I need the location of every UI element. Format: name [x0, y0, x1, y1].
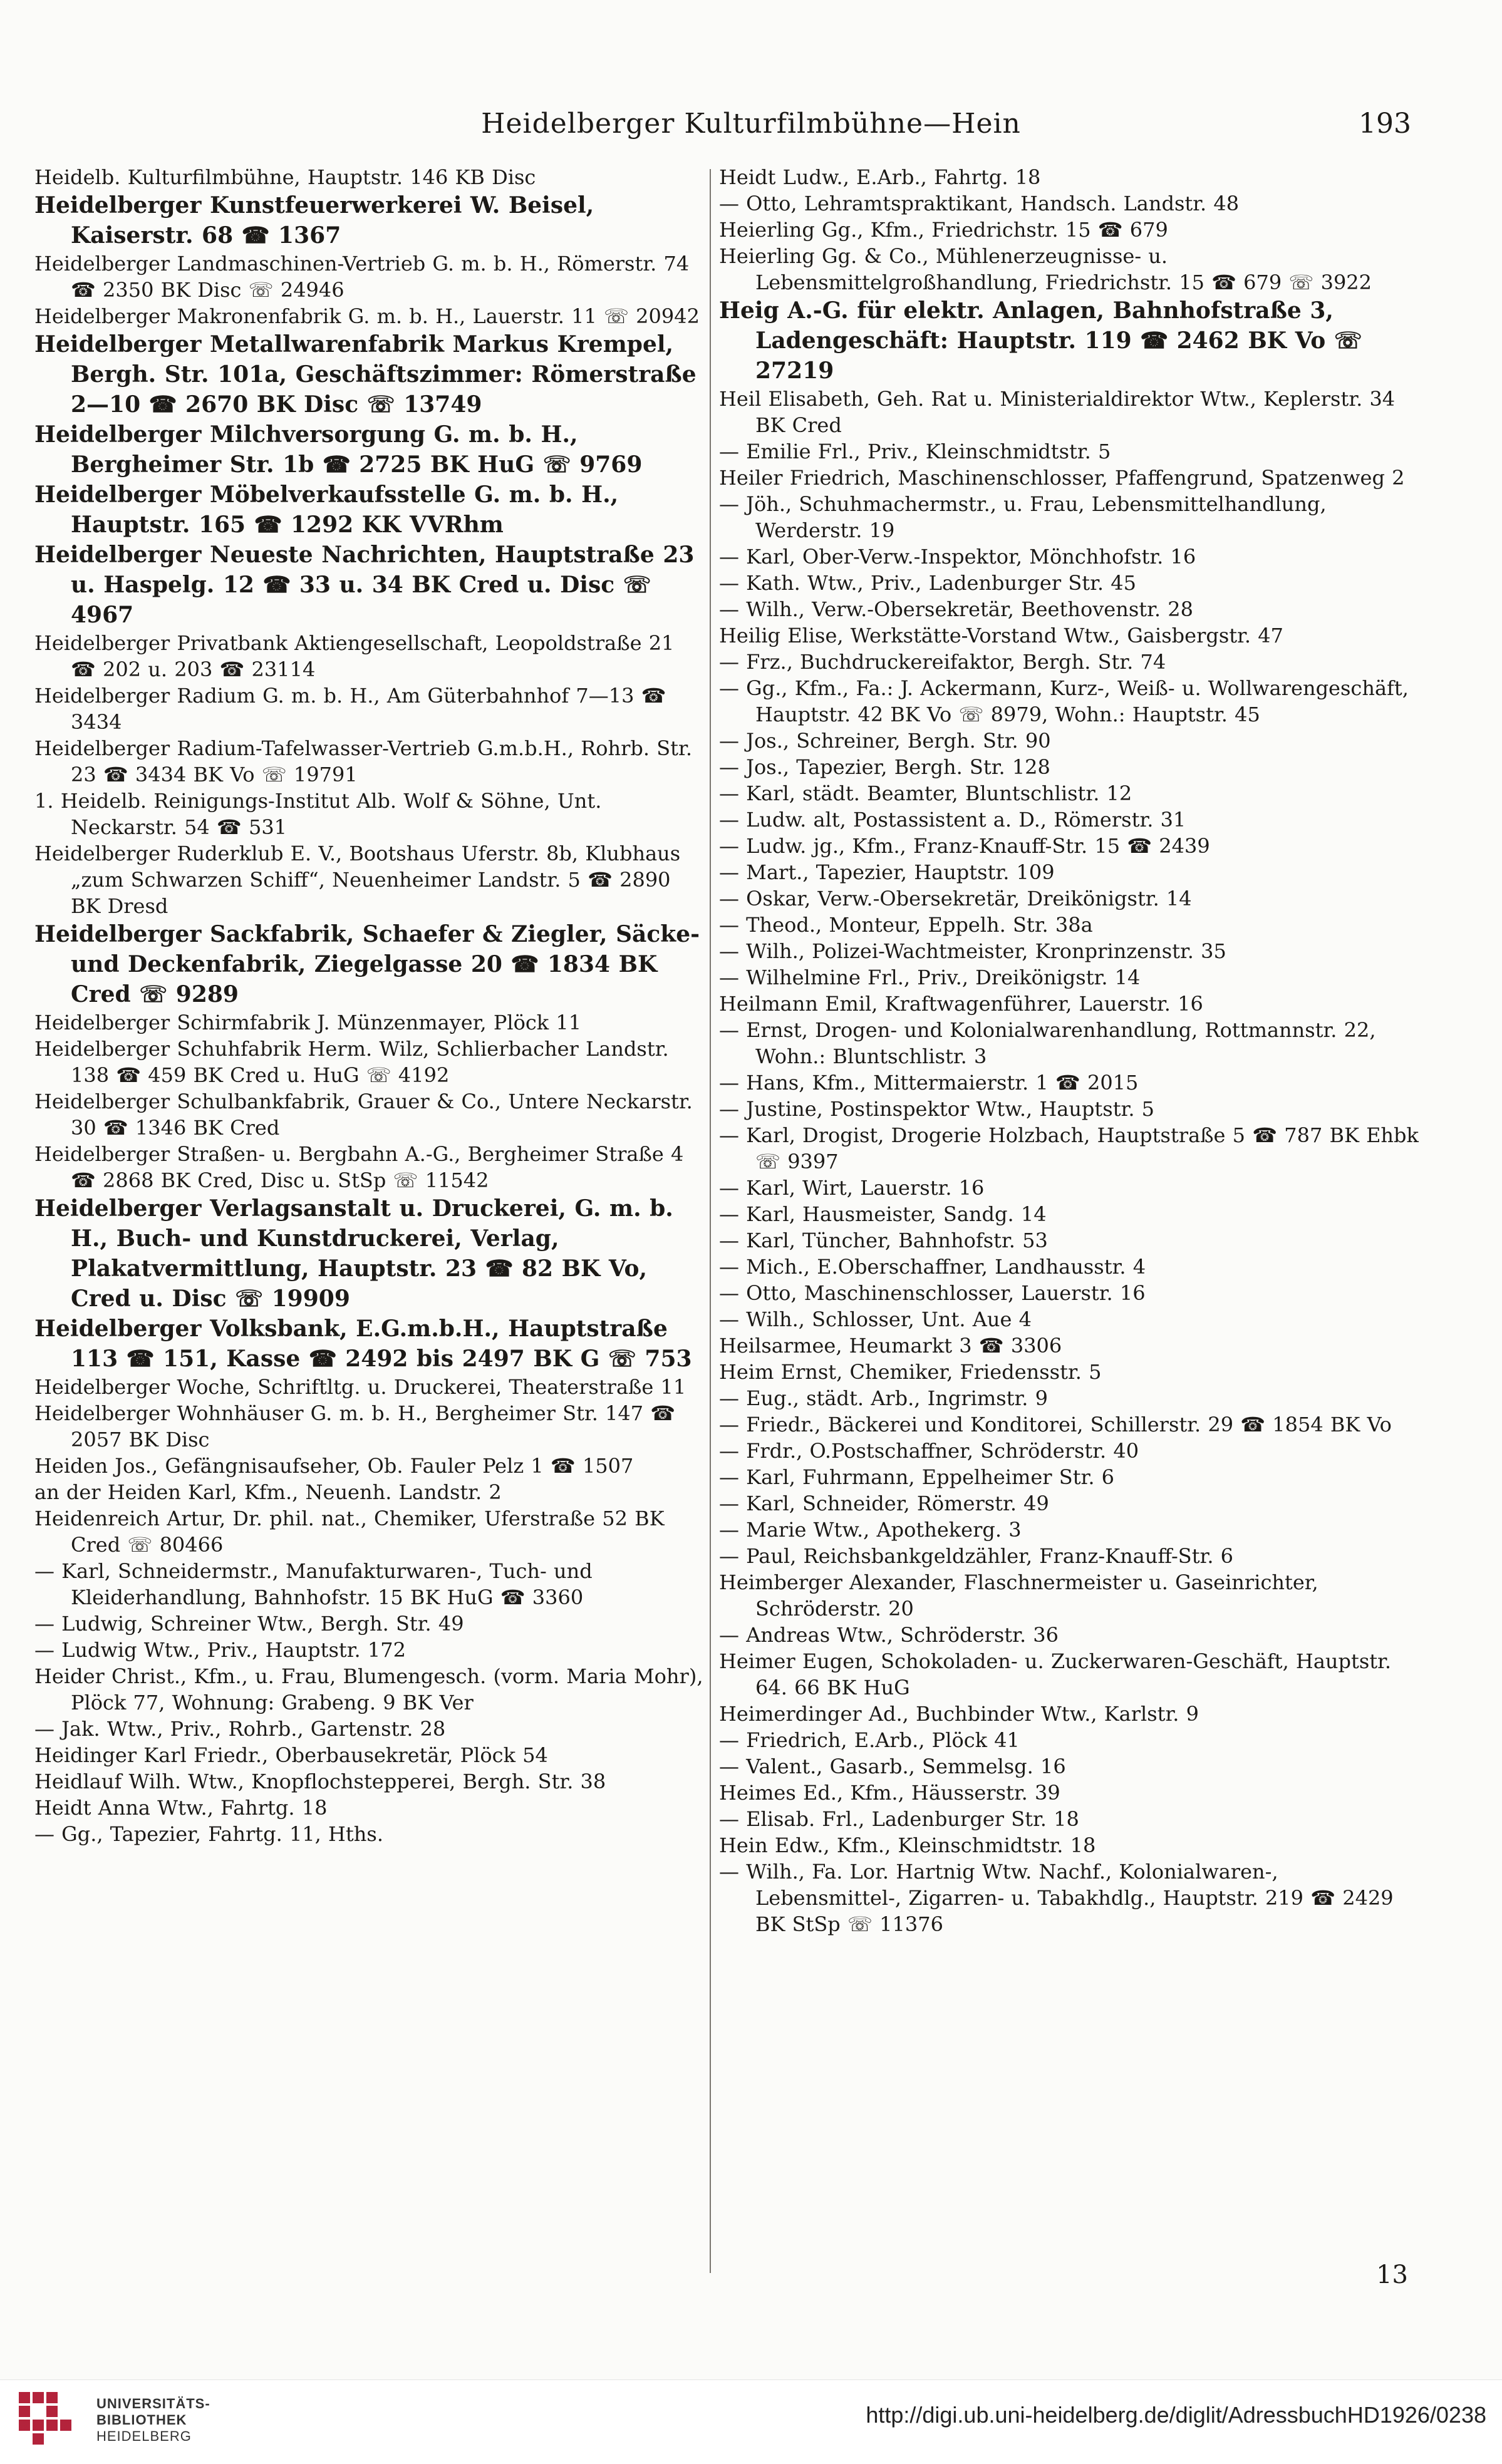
directory-entry: Heidelberger Wohnhäuser G. m. b. H., Bergheimer Str. 147 ☎ 2057 BK Disc	[34, 1401, 676, 1451]
directory-entry: Heidelberger Straßen- u. Bergbahn A.-G., Bergheimer Straße 4 ☎ 2868 BK Cred, Disc u. StSp ☏ 11542	[34, 1142, 684, 1192]
directory-entry: — Mart., Tapezier, Hauptstr. 109	[719, 860, 1055, 884]
directory-entry: — Jos., Schreiner, Bergh. Str. 90	[719, 729, 1051, 753]
directory-entry: — Theod., Monteur, Eppelh. Str. 38a	[719, 913, 1093, 937]
directory-entry: — Emilie Frl., Priv., Kleinschmidtstr. 5	[719, 440, 1111, 463]
running-head: Heidelberger Kulturfilmbühne—Hein	[481, 108, 1021, 140]
directory-entry: Heim Ernst, Chemiker, Friedensstr. 5	[719, 1360, 1102, 1384]
directory-entry: — Karl, städt. Beamter, Bluntschlistr. 12	[719, 781, 1132, 805]
directory-entry: Heidelberger Schirmfabrik J. Münzenmayer, Plöck 11	[34, 1011, 582, 1034]
directory-entry: — Wilhelmine Frl., Priv., Dreikönigstr. 14	[719, 966, 1141, 989]
directory-entry: Heidelberger Möbelverkaufsstelle G. m. b. H., Hauptstr. 165 ☎ 1292 KK VVRhm	[34, 482, 619, 538]
directory-entry: Heidelb. Kulturfilmbühne, Hauptstr. 146 KB Disc	[34, 165, 536, 189]
directory-entry: — Friedr., Bäckerei und Konditorei, Schillerstr. 29 ☎ 1854 BK Vo	[719, 1413, 1392, 1436]
directory-entry: — Paul, Reichsbankgeldzähler, Franz-Knauff-Str. 6	[719, 1544, 1234, 1568]
directory-entry: Heidelberger Neueste Nachrichten, Hauptstraße 23 u. Haspelg. 12 ☎ 33 u. 34 BK Cred u. Disc ☏ 4967	[34, 542, 695, 628]
directory-entry: — Eug., städt. Arb., Ingrimstr. 9	[719, 1386, 1048, 1410]
directory-entry: Heierling Gg. & Co., Mühlenerzeugnisse- u. Lebensmittelgroßhandlung, Friedrichstr. 15 ☎ 679 ☏ 3922	[719, 244, 1372, 294]
directory-entry: — Oskar, Verw.-Obersekretär, Dreikönigstr. 14	[719, 887, 1192, 910]
directory-entry: — Karl, Ober-Verw.-Inspektor, Mönchhofstr. 16	[719, 545, 1196, 569]
directory-entry: — Frz., Buchdruckereifaktor, Bergh. Str. 74	[719, 650, 1166, 674]
directory-entry: Heidenreich Artur, Dr. phil. nat., Chemiker, Uferstraße 52 BK Cred ☏ 80466	[34, 1507, 665, 1557]
directory-entry: Heiden Jos., Gefängnisaufseher, Ob. Fauler Pelz 1 ☎ 1507	[34, 1454, 634, 1478]
directory-entry: — Frdr., O.Postschaffner, Schröderstr. 40	[719, 1439, 1139, 1463]
directory-entry: — Wilh., Fa. Lor. Hartnig Wtw. Nachf., Kolonialwaren-, Lebensmittel-, Zigarren- u. Tabakhdlg., Hauptstr. 219 ☎ 2429 BK StSp ☏ 11376	[719, 1860, 1394, 1936]
directory-entry: — Gg., Tapezier, Fahrtg. 11, Hths.	[34, 1822, 383, 1846]
directory-entry: Heidelberger Radium-Tafelwasser-Vertrieb G.m.b.H., Rohrb. Str. 23 ☎ 3434 BK Vo ☏ 19791	[34, 736, 692, 786]
directory-entry: — Karl, Wirt, Lauerstr. 16	[719, 1176, 985, 1200]
directory-entry: 1. Heidelb. Reinigungs-Institut Alb. Wolf & Söhne, Unt. Neckarstr. 54 ☎ 531	[34, 789, 602, 839]
directory-entry: — Hans, Kfm., Mittermaierstr. 1 ☎ 2015	[719, 1071, 1139, 1095]
directory-entry: — Karl, Fuhrmann, Eppelheimer Str. 6	[719, 1465, 1115, 1489]
directory-entry: — Andreas Wtw., Schröderstr. 36	[719, 1623, 1059, 1647]
page-number: 193	[1359, 108, 1411, 140]
directory-entry: Heidelberger Volksbank, E.G.m.b.H., Hauptstraße 113 ☎ 151, Kasse ☎ 2492 bis 2497 BK G ☏ 753	[34, 1316, 692, 1372]
directory-entry: — Gg., Kfm., Fa.: J. Ackermann, Kurz-, Weiß- u. Wollwarengeschäft, Hauptstr. 42 BK Vo ☏ 8979, Wohn.: Hauptstr. 45	[719, 676, 1409, 726]
directory-entry: — Kath. Wtw., Priv., Ladenburger Str. 45	[719, 571, 1136, 595]
directory-entry: Heimes Ed., Kfm., Häusserstr. 39	[719, 1781, 1060, 1805]
directory-entry: — Ludwig Wtw., Priv., Hauptstr. 172	[34, 1638, 406, 1662]
directory-entry: Heidelberger Woche, Schriftltg. u. Druckerei, Theaterstraße 11	[34, 1375, 686, 1399]
directory-entry: Heider Christ., Kfm., u. Frau, Blumengesch. (vorm. Maria Mohr), Plöck 77, Wohnung: Grabeng. 9 BK Ver	[34, 1664, 703, 1714]
directory-entry: Heidelberger Makronenfabrik G. m. b. H., Lauerstr. 11 ☏ 20942	[34, 304, 700, 328]
directory-entry: — Wilh., Schlosser, Unt. Aue 4	[719, 1307, 1032, 1331]
directory-entry: — Ludwig, Schreiner Wtw., Bergh. Str. 49	[34, 1612, 464, 1636]
directory-entry: — Jak. Wtw., Priv., Rohrb., Gartenstr. 28	[34, 1717, 446, 1741]
directory-entry: Heidelberger Schuhfabrik Herm. Wilz, Schlierbacher Landstr. 138 ☎ 459 BK Cred u. HuG ☏ 4192	[34, 1037, 669, 1087]
directory-entry: — Jöh., Schuhmachermstr., u. Frau, Lebensmittelhandlung, Werderstr. 19	[719, 492, 1327, 542]
directory-entry: Heil Elisabeth, Geh. Rat u. Ministerialdirektor Wtw., Keplerstr. 34 BK Cred	[719, 387, 1396, 437]
directory-entry: Heiler Friedrich, Maschinenschlosser, Pfaffengrund, Spatzenweg 2	[719, 466, 1405, 490]
directory-entry: — Karl, Tüncher, Bahnhofstr. 53	[719, 1229, 1048, 1252]
directory-entry: an der Heiden Karl, Kfm., Neuenh. Landstr. 2	[34, 1480, 502, 1504]
directory-entry: Heidelberger Metallwarenfabrik Markus Krempel, Bergh. Str. 101a, Geschäftszimmer: Römerstraße 2—10 ☎ 2670 BK Disc ☏ 13749	[34, 331, 697, 418]
directory-entry: — Karl, Hausmeister, Sandg. 14	[719, 1202, 1047, 1226]
directory-entry: — Mich., E.Oberschaffner, Landhausstr. 4	[719, 1255, 1146, 1279]
directory-entry: Heidelberger Verlagsanstalt u. Druckerei, G. m. b. H., Buch- und Kunstdruckerei, Verlag, Plakatvermittlung, Hauptstr. 23 ☎ 82 BK Vo, Cred u. Disc ☏ 19909	[34, 1195, 673, 1312]
library-logo-text: UNIVERSITÄTS- BIBLIOTHEK HEIDELBERG	[96, 2396, 210, 2444]
directory-entry: Heidelberger Sackfabrik, Schaefer & Ziegler, Säcke- und Deckenfabrik, Ziegelgasse 20 ☎ 1834 BK Cred ☏ 9289	[34, 921, 700, 1008]
directory-entry: Heidt Anna Wtw., Fahrtg. 18	[34, 1796, 328, 1820]
directory-entry: Heidelberger Kunstfeuerwerkerei W. Beisel, Kaiserstr. 68 ☎ 1367	[34, 192, 594, 249]
directory-entry: Heilsarmee, Heumarkt 3 ☎ 3306	[719, 1334, 1062, 1358]
right-column	[719, 164, 1427, 1937]
directory-entry: Hein Edw., Kfm., Kleinschmidtstr. 18	[719, 1833, 1096, 1857]
directory-entry: — Otto, Maschinenschlosser, Lauerstr. 16	[719, 1281, 1146, 1305]
directory-entry: — Ernst, Drogen- und Kolonialwarenhandlung, Rottmannstr. 22, Wohn.: Bluntschlistr. 3	[719, 1018, 1376, 1068]
directory-entry: — Otto, Lehramtspraktikant, Handsch. Landstr. 48	[719, 192, 1240, 215]
directory-entry: Heidt Ludw., E.Arb., Fahrtg. 18	[719, 165, 1041, 189]
directory-entry: Heidelberger Schulbankfabrik, Grauer & Co., Untere Neckarstr. 30 ☎ 1346 BK Cred	[34, 1090, 693, 1140]
directory-entry: — Marie Wtw., Apothekerg. 3	[719, 1518, 1022, 1542]
library-logo-icon	[19, 2392, 88, 2448]
directory-entry: Heig A.-G. für elektr. Anlagen, Bahnhofstraße 3, Ladengeschäft: Hauptstr. 119 ☎ 2462 BK Vo ☏ 27219	[719, 297, 1362, 384]
directory-entry: Heidelberger Ruderklub E. V., Bootshaus Uferstr. 8b, Klubhaus „zum Schwarzen Schiff“, Neuenheimer Landstr. 5 ☎ 2890 BK Dresd	[34, 842, 681, 918]
directory-entry: — Justine, Postinspektor Wtw., Hauptstr. 5	[719, 1097, 1155, 1121]
directory-entry: — Karl, Schneider, Römerstr. 49	[719, 1492, 1049, 1515]
directory-entry: Heilig Elise, Werkstätte-Vorstand Wtw., Gaisbergstr. 47	[719, 624, 1283, 647]
directory-entry: Heidlauf Wilh. Wtw., Knopflochstepperei, Bergh. Str. 38	[34, 1770, 606, 1793]
directory-entry: Heimer Eugen, Schokoladen- u. Zuckerwaren-Geschäft, Hauptstr. 64. 66 BK HuG	[719, 1649, 1392, 1699]
directory-entry: — Valent., Gasarb., Semmelsg. 16	[719, 1755, 1066, 1778]
directory-entry: Heilmann Emil, Kraftwagenführer, Lauerstr. 16	[719, 992, 1203, 1016]
directory-entry: Heidelberger Radium G. m. b. H., Am Güterbahnhof 7—13 ☎ 3434	[34, 684, 666, 734]
directory-entry: Heidelberger Landmaschinen-Vertrieb G. m. b. H., Römerstr. 74 ☎ 2350 BK Disc ☏ 24946	[34, 252, 690, 302]
directory-entry: Heierling Gg., Kfm., Friedrichstr. 15 ☎ 679	[719, 218, 1168, 242]
directory-entry: — Ludw. alt, Postassistent a. D., Römerstr. 31	[719, 808, 1186, 832]
directory-entry: Heimberger Alexander, Flaschnermeister u. Gaseinrichter, Schröderstr. 20	[719, 1570, 1318, 1621]
directory-entry: Heidinger Karl Friedr., Oberbausekretär, Plöck 54	[34, 1743, 548, 1767]
directory-entry: — Karl, Schneidermstr., Manufakturwaren-, Tuch- und Kleiderhandlung, Bahnhofstr. 15 BK HuG ☎ 3360	[34, 1559, 593, 1609]
left-column	[34, 164, 703, 1847]
library-logo[interactable]	[19, 2392, 210, 2448]
directory-entry: — Wilh., Verw.-Obersekretär, Beethovenstr. 28	[719, 597, 1193, 621]
directory-entry: — Friedrich, E.Arb., Plöck 41	[719, 1728, 1020, 1752]
directory-entry: — Ludw. jg., Kfm., Franz-Knauff-Str. 15 ☎ 2439	[719, 834, 1210, 858]
source-url-link[interactable]: http://digi.ub.uni-heidelberg.de/diglit/AdressbuchHD1926/0238	[866, 2402, 1486, 2428]
directory-entry: Heimerdinger Ad., Buchbinder Wtw., Karlstr. 9	[719, 1702, 1199, 1726]
signature-number: 13	[1376, 2260, 1408, 2289]
directory-entry: — Karl, Drogist, Drogerie Holzbach, Hauptstraße 5 ☎ 787 BK Ehbk ☏ 9397	[719, 1123, 1419, 1173]
directory-entry: — Wilh., Polizei-Wachtmeister, Kronprinzenstr. 35	[719, 939, 1226, 963]
directory-entry: — Jos., Tapezier, Bergh. Str. 128	[719, 755, 1050, 779]
directory-entry: — Elisab. Frl., Ladenburger Str. 18	[719, 1807, 1079, 1831]
directory-entry: Heidelberger Privatbank Aktiengesellschaft, Leopoldstraße 21 ☎ 202 u. 203 ☎ 23114	[34, 631, 675, 681]
column-divider	[710, 169, 711, 2273]
directory-entry: Heidelberger Milchversorgung G. m. b. H., Bergheimer Str. 1b ☎ 2725 BK HuG ☏ 9769	[34, 421, 643, 478]
